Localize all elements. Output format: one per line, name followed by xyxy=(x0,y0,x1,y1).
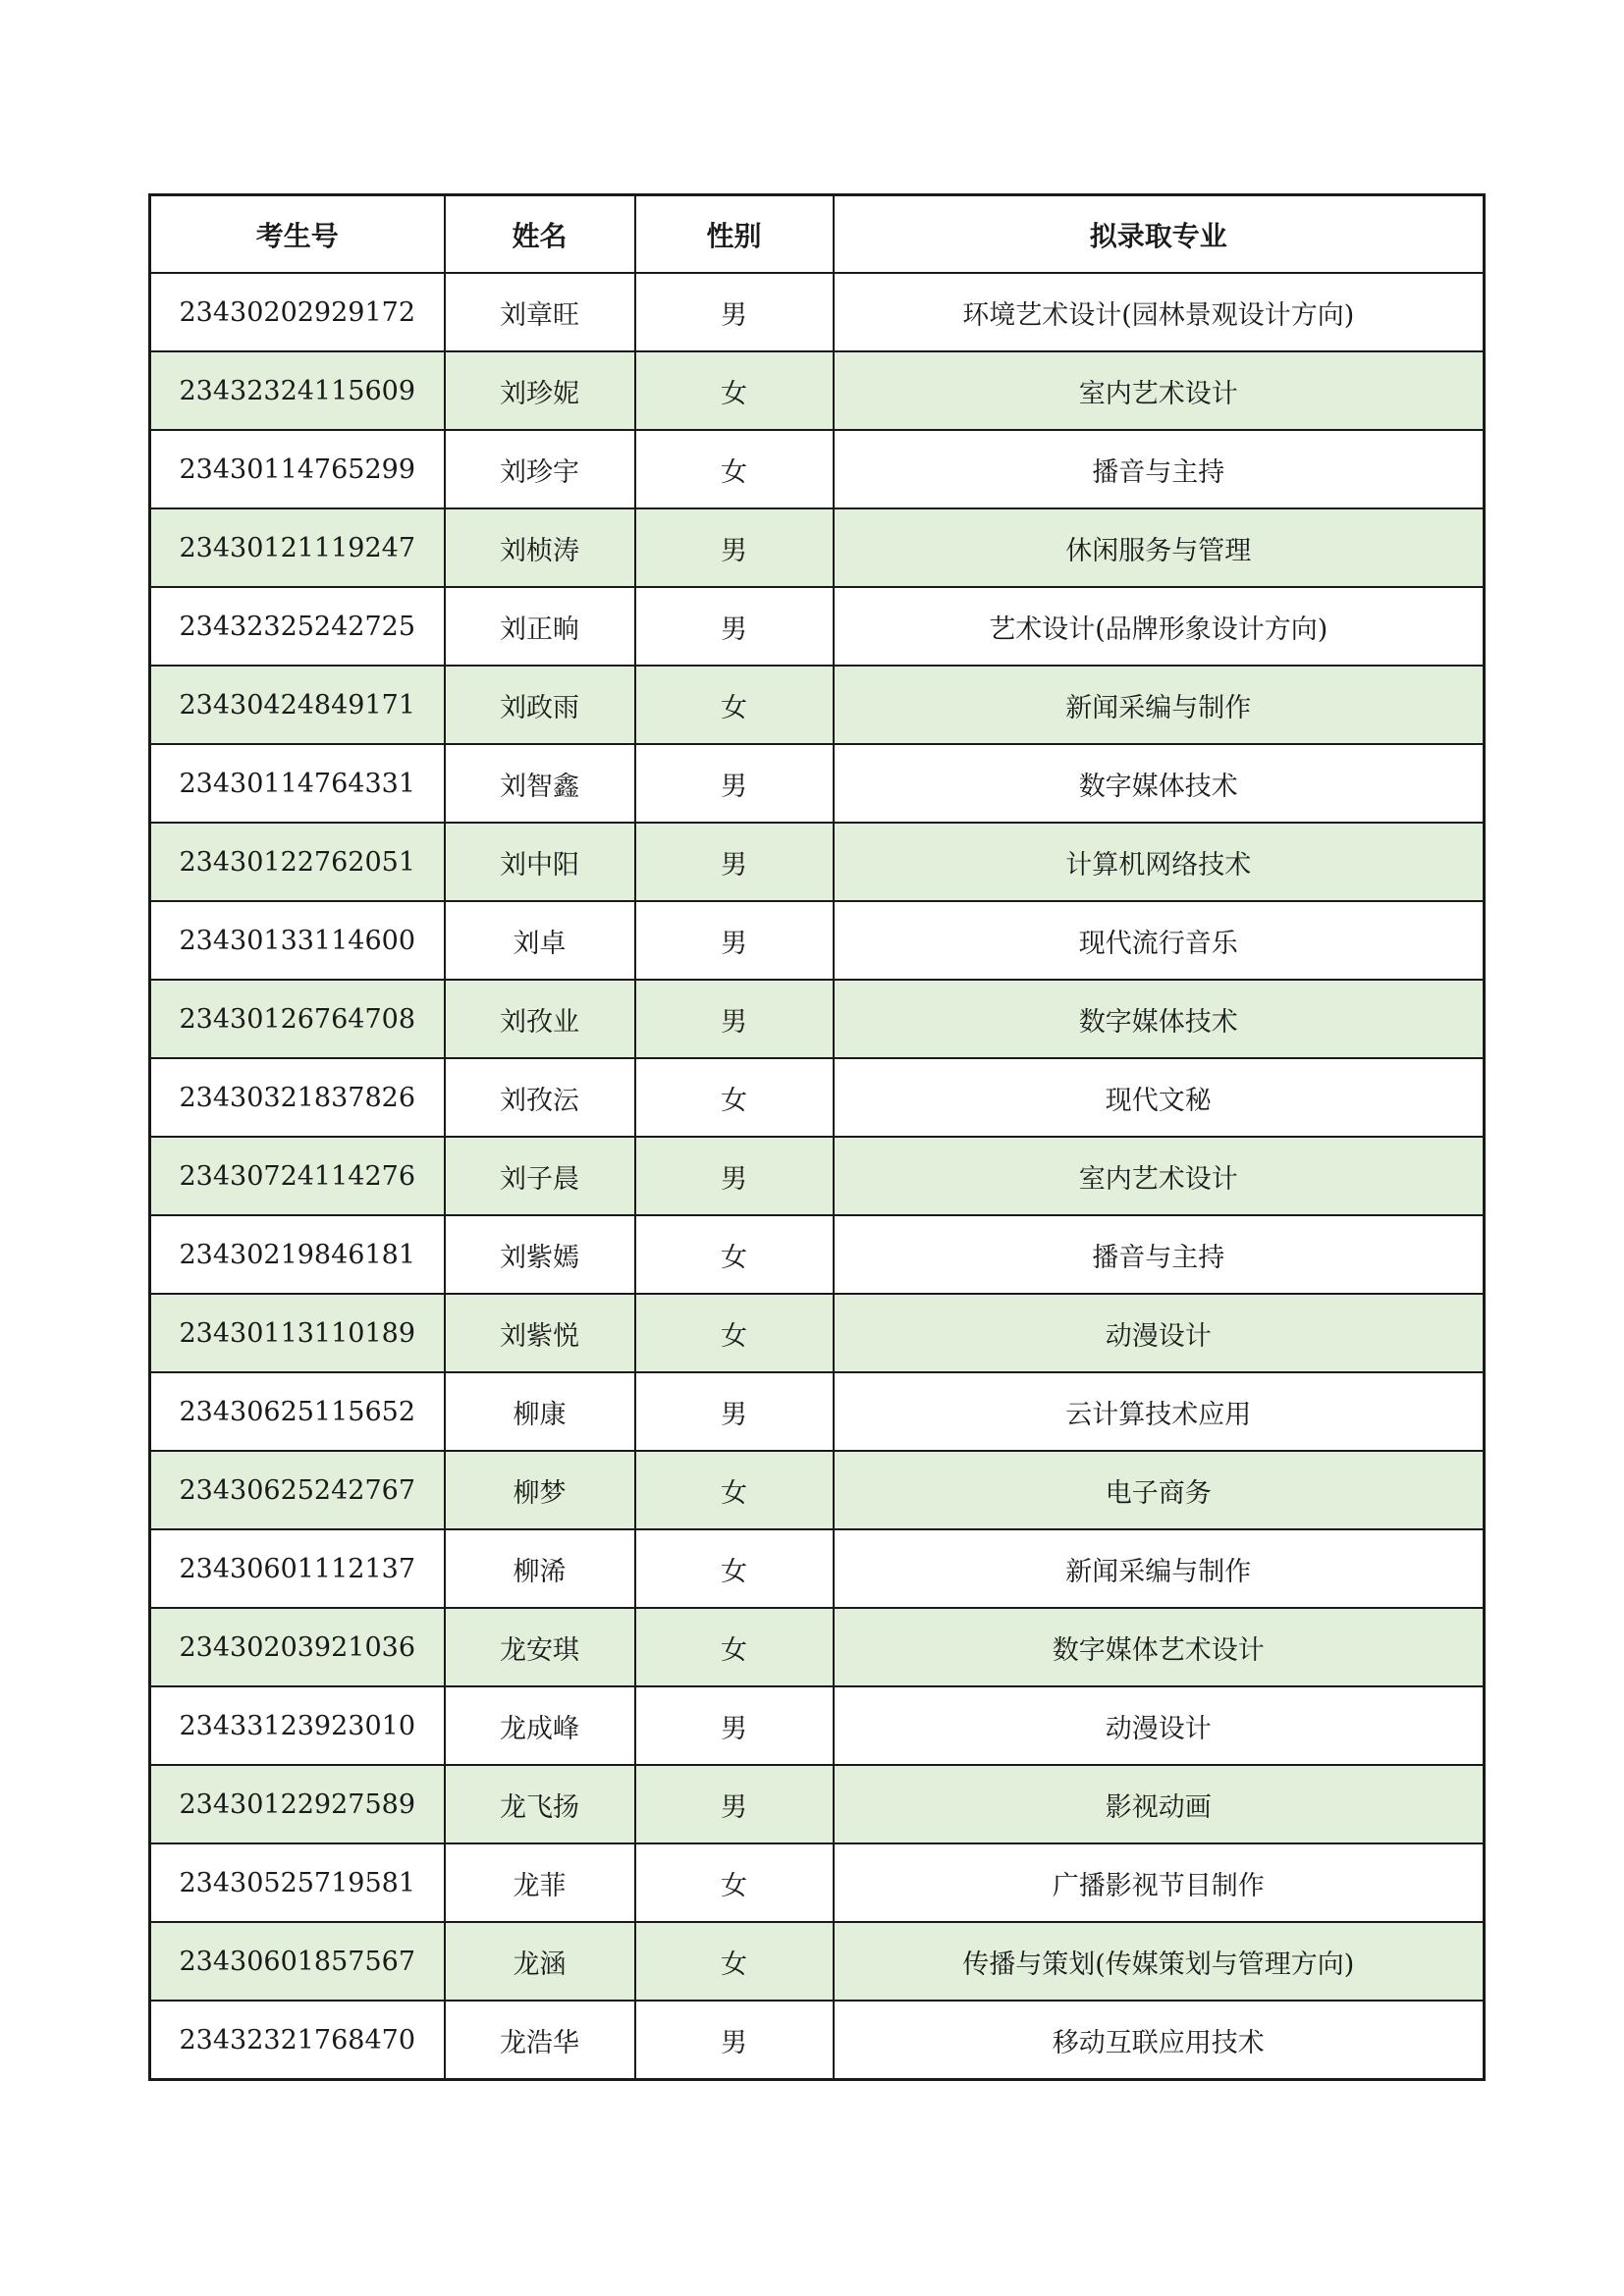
cell-name: 刘孜沄 xyxy=(445,1058,635,1137)
cell-exam-id: 23430202929172 xyxy=(150,273,445,351)
cell-name: 刘孜业 xyxy=(445,980,635,1058)
table-row xyxy=(150,430,1485,508)
admission-table xyxy=(148,193,1486,2081)
cell-exam-id: 23430601857567 xyxy=(150,1922,445,2001)
cell-exam-id: 23430219846181 xyxy=(150,1215,445,1294)
cell-gender: 女 xyxy=(635,1843,834,1922)
cell-gender: 男 xyxy=(635,273,834,351)
cell-major: 休闲服务与管理 xyxy=(834,508,1485,587)
header-major: 拟录取专业 xyxy=(834,195,1485,274)
cell-major: 播音与主持 xyxy=(834,1215,1485,1294)
cell-major: 广播影视节目制作 xyxy=(834,1843,1485,1922)
cell-major: 环境艺术设计(园林景观设计方向) xyxy=(834,273,1485,351)
cell-exam-id: 23430114764331 xyxy=(150,744,445,823)
cell-name: 柳梦 xyxy=(445,1451,635,1529)
cell-gender: 女 xyxy=(635,666,834,744)
cell-gender: 女 xyxy=(635,1215,834,1294)
cell-exam-id: 23430122927589 xyxy=(150,1765,445,1843)
table-row xyxy=(150,1843,1485,1922)
cell-name: 龙菲 xyxy=(445,1843,635,1922)
cell-exam-id: 23430625242767 xyxy=(150,1451,445,1529)
cell-name: 刘珍妮 xyxy=(445,351,635,430)
cell-gender: 男 xyxy=(635,823,834,901)
cell-gender: 女 xyxy=(635,1529,834,1608)
header-name: 姓名 xyxy=(445,195,635,274)
cell-gender: 男 xyxy=(635,1765,834,1843)
cell-exam-id: 23430113110189 xyxy=(150,1294,445,1372)
header-gender: 性别 xyxy=(635,195,834,274)
cell-gender: 女 xyxy=(635,430,834,508)
cell-gender: 女 xyxy=(635,1608,834,1686)
cell-gender: 男 xyxy=(635,1137,834,1215)
table-row xyxy=(150,508,1485,587)
cell-exam-id: 23430203921036 xyxy=(150,1608,445,1686)
cell-exam-id: 23432321768470 xyxy=(150,2001,445,2080)
cell-exam-id: 23430601112137 xyxy=(150,1529,445,1608)
cell-exam-id: 23432324115609 xyxy=(150,351,445,430)
table-row xyxy=(150,351,1485,430)
cell-gender: 男 xyxy=(635,508,834,587)
table-row xyxy=(150,1294,1485,1372)
table-row xyxy=(150,273,1485,351)
cell-exam-id: 23430724114276 xyxy=(150,1137,445,1215)
cell-gender: 女 xyxy=(635,1451,834,1529)
cell-gender: 女 xyxy=(635,1058,834,1137)
cell-exam-id: 23430121119247 xyxy=(150,508,445,587)
table-row xyxy=(150,1686,1485,1765)
cell-name: 龙涵 xyxy=(445,1922,635,2001)
table-row xyxy=(150,980,1485,1058)
table-row xyxy=(150,901,1485,980)
cell-major: 计算机网络技术 xyxy=(834,823,1485,901)
cell-major: 数字媒体技术 xyxy=(834,980,1485,1058)
table-row xyxy=(150,1529,1485,1608)
cell-name: 刘智鑫 xyxy=(445,744,635,823)
table-row xyxy=(150,587,1485,666)
cell-major: 室内艺术设计 xyxy=(834,1137,1485,1215)
cell-exam-id: 23430122762051 xyxy=(150,823,445,901)
cell-name: 刘紫悦 xyxy=(445,1294,635,1372)
table-row xyxy=(150,823,1485,901)
table-row xyxy=(150,744,1485,823)
cell-major: 移动互联应用技术 xyxy=(834,2001,1485,2080)
cell-name: 柳康 xyxy=(445,1372,635,1451)
cell-exam-id: 23430133114600 xyxy=(150,901,445,980)
cell-gender: 男 xyxy=(635,980,834,1058)
cell-exam-id: 23430525719581 xyxy=(150,1843,445,1922)
cell-exam-id: 23433123923010 xyxy=(150,1686,445,1765)
cell-name: 龙浩华 xyxy=(445,2001,635,2080)
cell-major: 艺术设计(品牌形象设计方向) xyxy=(834,587,1485,666)
table-row xyxy=(150,1372,1485,1451)
cell-gender: 女 xyxy=(635,351,834,430)
cell-gender: 男 xyxy=(635,1372,834,1451)
cell-major: 动漫设计 xyxy=(834,1686,1485,1765)
table-row xyxy=(150,1922,1485,2001)
cell-major: 新闻采编与制作 xyxy=(834,1529,1485,1608)
cell-major: 电子商务 xyxy=(834,1451,1485,1529)
cell-exam-id: 23430625115652 xyxy=(150,1372,445,1451)
cell-gender: 男 xyxy=(635,2001,834,2080)
cell-major: 云计算技术应用 xyxy=(834,1372,1485,1451)
cell-name: 刘卓 xyxy=(445,901,635,980)
cell-name: 刘桢涛 xyxy=(445,508,635,587)
cell-gender: 男 xyxy=(635,744,834,823)
table-body xyxy=(150,273,1485,2080)
table-row xyxy=(150,666,1485,744)
table-row xyxy=(150,1451,1485,1529)
cell-major: 影视动画 xyxy=(834,1765,1485,1843)
cell-gender: 男 xyxy=(635,901,834,980)
cell-name: 柳浠 xyxy=(445,1529,635,1608)
cell-major: 数字媒体技术 xyxy=(834,744,1485,823)
cell-major: 动漫设计 xyxy=(834,1294,1485,1372)
cell-major: 传播与策划(传媒策划与管理方向) xyxy=(834,1922,1485,2001)
cell-name: 刘紫嫣 xyxy=(445,1215,635,1294)
cell-name: 刘正晌 xyxy=(445,587,635,666)
cell-name: 刘珍宇 xyxy=(445,430,635,508)
table-header xyxy=(150,195,1485,274)
table-row xyxy=(150,1215,1485,1294)
cell-gender: 女 xyxy=(635,1294,834,1372)
cell-major: 现代文秘 xyxy=(834,1058,1485,1137)
cell-gender: 男 xyxy=(635,587,834,666)
table-row xyxy=(150,1137,1485,1215)
cell-name: 刘章旺 xyxy=(445,273,635,351)
cell-name: 龙飞扬 xyxy=(445,1765,635,1843)
cell-major: 室内艺术设计 xyxy=(834,351,1485,430)
cell-name: 龙安琪 xyxy=(445,1608,635,1686)
header-exam-id: 考生号 xyxy=(150,195,445,274)
cell-major: 数字媒体艺术设计 xyxy=(834,1608,1485,1686)
table-row xyxy=(150,2001,1485,2080)
cell-name: 刘中阳 xyxy=(445,823,635,901)
cell-gender: 女 xyxy=(635,1922,834,2001)
cell-exam-id: 23430126764708 xyxy=(150,980,445,1058)
cell-name: 龙成峰 xyxy=(445,1686,635,1765)
table-row xyxy=(150,1608,1485,1686)
cell-exam-id: 23432325242725 xyxy=(150,587,445,666)
cell-major: 播音与主持 xyxy=(834,430,1485,508)
header-row xyxy=(150,195,1485,274)
table-row xyxy=(150,1765,1485,1843)
table-row xyxy=(150,1058,1485,1137)
cell-exam-id: 23430114765299 xyxy=(150,430,445,508)
cell-major: 现代流行音乐 xyxy=(834,901,1485,980)
cell-name: 刘子晨 xyxy=(445,1137,635,1215)
cell-gender: 男 xyxy=(635,1686,834,1765)
cell-name: 刘政雨 xyxy=(445,666,635,744)
cell-exam-id: 23430424849171 xyxy=(150,666,445,744)
cell-exam-id: 23430321837826 xyxy=(150,1058,445,1137)
cell-major: 新闻采编与制作 xyxy=(834,666,1485,744)
